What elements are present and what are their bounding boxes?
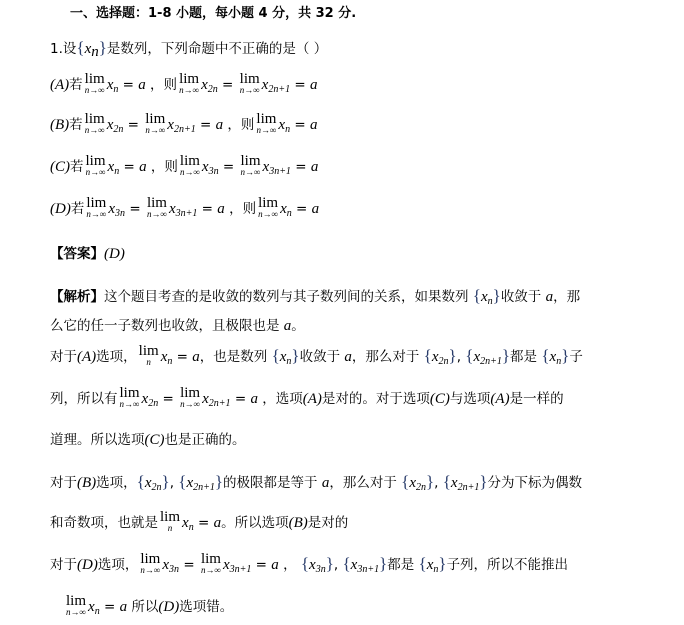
stem-after: 是数列，下列命题中不正确的是（ ） [106, 41, 328, 57]
analysis-line-2: 么它的任一子数列也收敛，且极限也是 a。 [50, 318, 305, 334]
analysis-line-1: 【解析】这个题目考查的是收敛的数列与其子数列间的关系，如果数列 $\{x_n\}$收敛于 a，那 [50, 286, 581, 307]
question-number: 1. [50, 41, 63, 57]
option-b: (B)若 lim n→∞ $x_{2n}$ = lim n→∞ $x_{2n+1} = a$ ，则 lim n→∞ $x_n = a$ [50, 111, 318, 135]
section-header: 一、选择题：1-8 小题，每小题 4 分，共 32 分. [70, 6, 357, 21]
analysis-line-3: 对于(A)选项， lim n $x_n = a$，也是数列 $\{x_n\}$收敛于 a，那么对于 $\{x_{2n}\}$, $\{x_{2n+1}\}$都是 $\{x_n\}$子 [50, 343, 583, 367]
analysis-line-7: 和奇数项，也就是 lim n $x_n = a$。所以选项(B)是对的 [50, 509, 349, 533]
analysis-line-9: lim n→∞ $x_n = a$ 所以(D)选项错。 [66, 593, 234, 617]
option-d: (D)若 lim n→∞ $x_{3n}$ = lim n→∞ $x_{3n+1} = a$ ，则 lim n→∞ $x_n = a$ [50, 195, 320, 219]
analysis-line-5: 道理。所以选项(C)也是正确的。 [50, 432, 246, 448]
analysis-label: 【解析】 [50, 289, 104, 305]
answer-label: 【答案】 [50, 246, 104, 262]
answer-value: (D) [104, 246, 125, 262]
analysis-line-6: 对于(B)选项，$\{x_{2n}\}$, $\{x_{2n+1}\}$的极限都是等于 a，那么对于 $\{x_{2n}\}$, $\{x_{2n+1}\}$分为下标为偶数 [50, 472, 583, 493]
answer-line [50, 244, 684, 264]
option-c: (C)若 lim n→∞ $x_n = a$ ，则 lim n→∞ $x_{3n}$ = lim n→∞ $x_{3n+1} = a$ [50, 153, 319, 177]
analysis-line-8: 对于(D)选项， lim n→∞ $x_{3n}$ = lim n→∞ $x_{3n+1} = a$ ， $\{x_{3n}\}$, $\{x_{3n+1}\}$都是 $\{x_n\}$子列，所以不能推出 [50, 551, 569, 575]
question-stem: 1.设$\{x_n\}$是数列，下列命题中不正确的是（ ） [50, 38, 328, 60]
analysis-line-4: 列，所以有 lim n→∞ $x_{2n}$ = lim n→∞ $x_{2n+1} = a$ ，选项(A)是对的。对于选项(C)与选项(A)是一样的 [50, 385, 564, 409]
option-a: (A)若 lim n→∞ $x_n = a$ ，则 lim n→∞ $x_{2n}$ = lim n→∞ $x_{2n+1} = a$ [50, 71, 318, 95]
stem-before: 设 [62, 41, 77, 57]
